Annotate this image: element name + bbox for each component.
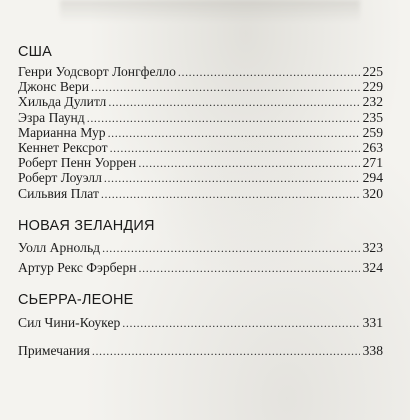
dot-leader: [108, 126, 360, 141]
toc-entry: [18, 64, 383, 79]
dot-leader: [108, 95, 360, 110]
entry-name: Артур Рекс Фэрберн: [18, 260, 137, 275]
entry-page: 232: [362, 94, 383, 110]
entry-page: 338: [362, 343, 383, 358]
entry-page: 263: [362, 139, 383, 155]
section-title: США: [18, 44, 53, 60]
section-title: СЬЕРРА-ЛЕОНЕ: [18, 292, 134, 308]
entry-name: Кеннет Рексрот: [18, 139, 108, 155]
entry-name: Уолл Арнольд: [18, 240, 101, 255]
toc-entry: [18, 238, 383, 258]
entry-name: Сильвия Плат: [18, 185, 99, 201]
entry-name: Примечания: [18, 343, 90, 358]
toc-section-new-zealand: [18, 216, 383, 278]
toc-section-usa: [18, 42, 383, 201]
toc-entry: [18, 79, 383, 94]
toc-entry-notes: [18, 343, 383, 358]
section-title: НОВАЯ ЗЕЛАНДИЯ: [18, 218, 155, 234]
toc-entry: [18, 155, 383, 170]
dot-leader: [178, 65, 360, 80]
entry-name: Хильда Дулитл: [18, 94, 107, 110]
toc-entry: [18, 170, 383, 185]
toc-entry: [18, 315, 383, 330]
toc-entry: [18, 125, 383, 140]
dot-leader: [87, 111, 360, 126]
dot-leader: [104, 171, 360, 186]
toc-entry: [18, 186, 383, 201]
dot-leader: [138, 156, 360, 171]
dot-leader: [102, 238, 360, 258]
toc-section-notes: [18, 343, 383, 358]
dot-leader: [122, 316, 360, 331]
entry-name: Марианна Мур: [18, 124, 106, 140]
toc-entry: [18, 110, 383, 125]
entry-page: 323: [362, 240, 383, 255]
dot-leader: [139, 258, 360, 278]
entry-page: 259: [362, 124, 383, 140]
page-shadow: [60, 0, 360, 22]
entry-name: Эзра Паунд: [18, 109, 85, 125]
entry-name: Роберт Лоуэлл: [18, 170, 102, 186]
toc-entry: [18, 258, 383, 278]
entry-name: Роберт Пенн Уоррен: [18, 155, 137, 171]
toc-entry: [18, 140, 383, 155]
entry-name: Джонс Вери: [18, 79, 90, 95]
entry-page: 225: [362, 64, 383, 79]
entry-page: 229: [362, 79, 383, 95]
entry-page: 271: [362, 155, 383, 171]
dot-leader: [101, 187, 360, 202]
dot-leader: [91, 80, 360, 95]
entry-name: Сил Чини-Коукер: [18, 315, 121, 330]
entry-page: 320: [362, 185, 383, 201]
entry-page: 331: [362, 315, 383, 330]
entry-name: Генри Уодсворт Лонгфелло: [18, 64, 176, 79]
dot-leader: [92, 344, 360, 359]
toc-section-sierra-leone: [18, 290, 383, 330]
toc-entry: [18, 94, 383, 109]
entry-page: 294: [362, 170, 383, 186]
entry-page: 324: [362, 260, 383, 275]
dot-leader: [110, 141, 360, 156]
entry-page: 235: [362, 109, 383, 125]
